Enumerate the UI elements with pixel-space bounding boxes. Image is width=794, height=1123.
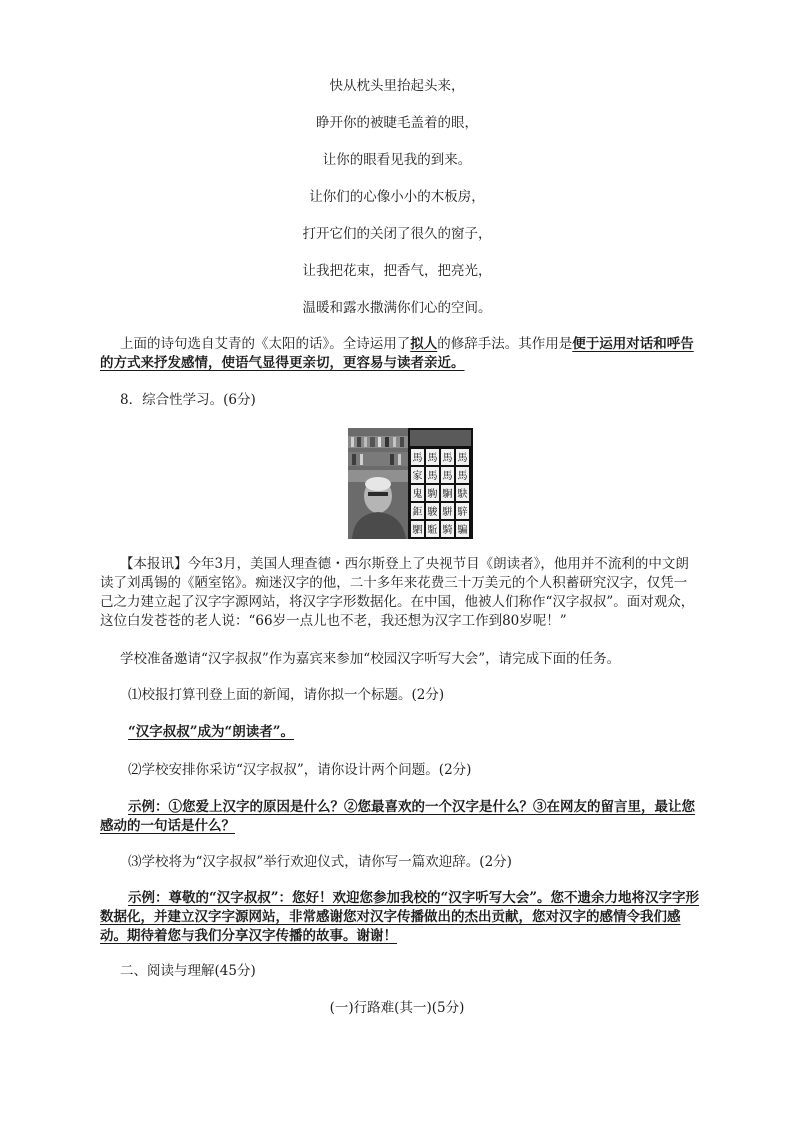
glyph-char: 馬 bbox=[442, 471, 453, 482]
task-2-prompt: ⑵学校安排你采访“汉字叔叔”，请你设计两个问题。(2分) bbox=[128, 762, 472, 778]
glyph-char: 駟 bbox=[412, 525, 423, 536]
glyph-char: 駉 bbox=[442, 489, 453, 500]
poem-line-7: 温暖和露水撒满你们心的空间。 bbox=[302, 300, 492, 316]
glyph-char: 駒 bbox=[427, 489, 438, 500]
task-3-answer: 示例：尊敬的“汉字叔叔”：您好！欢迎您参加我校的“汉字听写大会”。您不遗余力地将汉字字形数据化，并建立汉字字源网站，非常感谢您对汉字传播做出的杰出贡献，您对汉字的感情令我们感动。期待着您与我们分享汉字传播的故事。谢谢！ bbox=[100, 890, 700, 944]
glyph-char: 騂 bbox=[457, 507, 468, 518]
glyph-char: 馬 bbox=[442, 453, 453, 464]
poem-line-1: 快从枕头里抬起头来， bbox=[329, 78, 465, 94]
poem-line-5: 打开它们的关闭了很久的窗子， bbox=[302, 226, 492, 242]
glyph-char: 家 bbox=[412, 471, 423, 482]
glyph-char: 馬 bbox=[457, 453, 468, 464]
analysis-effect-answer: 便于运用对话和呼告的方式来抒发感情，使语气显得更亲切，更容易与读者亲近。 bbox=[100, 336, 694, 371]
poem-line-3: 让你的眼看见我的到来。 bbox=[322, 152, 472, 168]
task-3-prompt: ⑶学校将为“汉字叔叔”举行欢迎仪式，请你写一篇欢迎辞。(2分) bbox=[128, 854, 512, 870]
analysis-middle: 的修辞手法。其作用是 bbox=[437, 336, 573, 352]
task-1-prompt: ⑴校报打算刊登上面的新闻，请你拟一个标题。(2分) bbox=[128, 687, 445, 703]
glyph-char: 馬 bbox=[427, 471, 438, 482]
glyph-char: 駃 bbox=[457, 489, 468, 500]
poem-analysis bbox=[100, 335, 700, 373]
news-text: 今年3月，美国人理查德・西尔斯登上了央视节目《朗读者》，他用并不流利的中文朗读了刘禹锡的《陋室铭》。痴迷汉字的他，二十多年来花费三十万美元的个人积蓄研究汉字，仅凭一己之力建立起了汉字字源网站，将汉字字形数据化。在中国，他被人们称作“汉字叔叔”。面对观众，这位白发苍苍的老人说：“66岁一点儿也不老，我还想为汉字工作到80岁呢！” bbox=[100, 556, 695, 629]
glyph-char: 馬 bbox=[427, 453, 438, 464]
news-paragraph bbox=[100, 555, 700, 631]
glyph-char: 駢 bbox=[442, 507, 453, 518]
news-photo bbox=[348, 428, 473, 539]
glyph-char: 駈 bbox=[427, 525, 438, 536]
glyph-char: 駿 bbox=[427, 507, 438, 518]
poem-line-4: 让你们的心像小小的木板房， bbox=[309, 189, 485, 205]
glyph-char: 騎 bbox=[442, 525, 453, 536]
section-2-heading: 二、阅读与理解(45分) bbox=[120, 963, 256, 979]
question-8-title: 8．综合性学习。(6分) bbox=[120, 392, 256, 408]
glyph-char: 鬼 bbox=[412, 489, 423, 500]
task-1-answer: “汉字叔叔”成为“朗读者”。 bbox=[128, 724, 295, 740]
analysis-device-answer: 拟人 bbox=[410, 336, 438, 352]
task-intro: 学校准备邀请“汉字叔叔”作为嘉宾来参加“校园汉字听写大会”，请完成下面的任务。 bbox=[120, 651, 621, 667]
poem-line-2: 睁开你的被睫毛盖着的眼， bbox=[316, 115, 478, 131]
news-tag: 【本报讯】 bbox=[120, 556, 188, 572]
glyph-char: 馬 bbox=[457, 471, 468, 482]
glyph-char: 騙 bbox=[457, 525, 468, 536]
glyph-char: 鉅 bbox=[412, 507, 423, 518]
poem-line-6: 让我把花束，把香气，把亮光， bbox=[302, 263, 492, 279]
task-2-answer: 示例：①您爱上汉字的原因是什么？②您最喜欢的一个汉字是什么？③在网友的留言里，最让您感动的一句话是什么？ bbox=[100, 799, 695, 834]
analysis-prefix: 上面的诗句选自艾青的《太阳的话》。全诗运用了 bbox=[120, 336, 411, 352]
glyph-char: 馬 bbox=[412, 453, 423, 464]
subsection-heading: (一)行路难(其一)(5分) bbox=[329, 1000, 465, 1016]
